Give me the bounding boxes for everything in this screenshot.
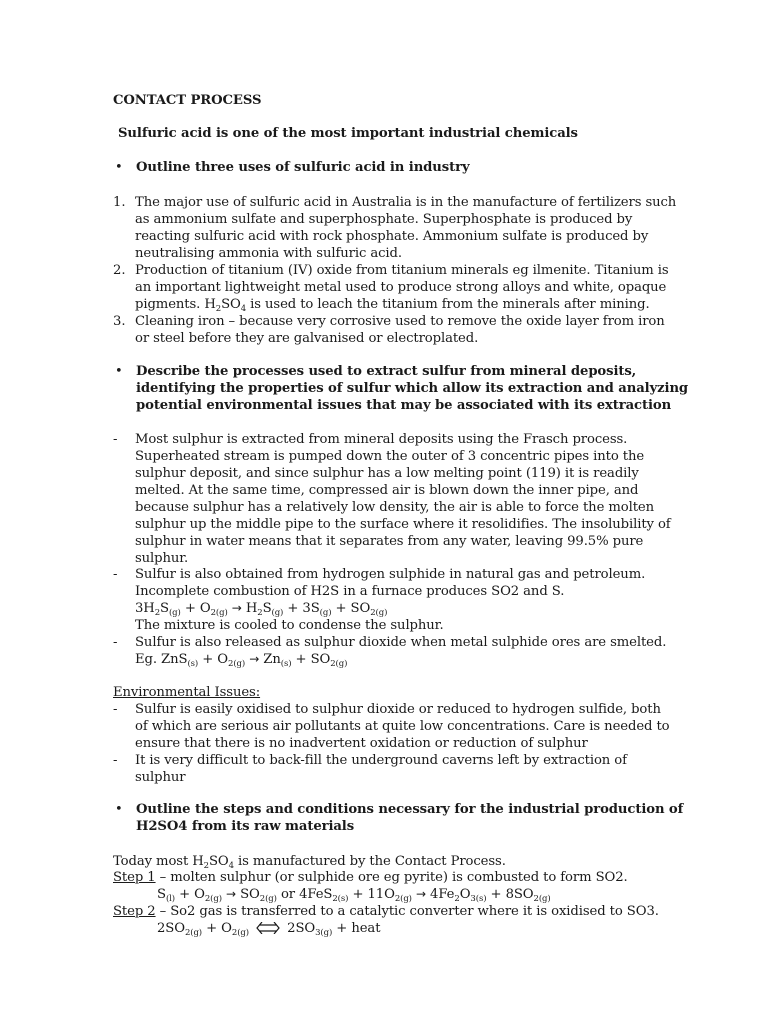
page-title: CONTACT PROCESS [113, 93, 262, 108]
paragraph-line: Most sulphur is extracted from mineral deposits using the Frasch process. [135, 432, 628, 447]
section-heading-production: Outline the steps and conditions necessary for the industrial production of [136, 802, 684, 817]
environmental-issues-heading: Environmental Issues: [113, 685, 261, 700]
paragraph-line: Sulfur is also obtained from hydrogen sulphide in natural gas and petroleum. [135, 567, 646, 582]
section-heading-extraction: potential environmental issues that may be associated with its extraction [136, 398, 672, 413]
dash-marker: - [113, 702, 118, 717]
list-item-line: The major use of sulfuric acid in Australia is in the manufacture of fertilizers such [135, 195, 677, 210]
list-marker: 3. [113, 314, 126, 329]
paragraph-line: Sulfur is also released as sulphur dioxide when metal sulphide ores are smelted. [135, 635, 667, 650]
section-heading-uses: Outline three uses of sulfuric acid in industry [136, 160, 470, 175]
paragraph-line: of which are serious air pollutants at quite low concentrations. Care is needed to [135, 719, 670, 734]
list-item-line: Production of titanium (IV) oxide from titanium minerals eg ilmenite. Titanium is [135, 263, 669, 278]
list-marker: 1. [113, 195, 126, 210]
list-item-line: Cleaning iron – because very corrosive used to remove the oxide layer from iron [135, 314, 665, 329]
section-heading-extraction: identifying the properties of sulfur which allow its extraction and analyzing [136, 381, 689, 396]
step-2-line: Step 2 – So2 gas is transferred to a catalytic converter where it is oxidised to SO3. [113, 904, 659, 919]
list-item-line: reacting sulfuric acid with rock phosphate. Ammonium sulfate is produced by [135, 229, 649, 244]
paragraph-line: sulphur in water means that it separates from any water, leaving 99.5% pure [135, 534, 644, 549]
chemical-equation-h2s: $3H_2S_{(g)} + O_{2(g)} \to H_2S_{(g)} + 3S_{(g)} + SO_{2(g)}$ [135, 601, 388, 618]
list-item-line: as ammonium sulfate and superphosphate. Superphosphate is produced by [135, 212, 633, 227]
section-heading-extraction: Describe the processes used to extract sulfur from mineral deposits, [136, 364, 637, 379]
paragraph-line: The mixture is cooled to condense the sulphur. [135, 618, 444, 633]
list-item-line: or steel before they are galvanised or electroplated. [135, 331, 479, 346]
bullet-marker: • [115, 802, 123, 817]
paragraph-line: melted. At the same time, compressed air is blown down the inner pipe, and [135, 483, 639, 498]
chemical-equation-step1: $S_{(l)} + O_{2(g)} \to SO_{2(g)}$ or $4FeS_{2(s)} + 11O_{2(g)} \to 4Fe_2O_{3(s)} + 8SO_{2(g)}$ [157, 887, 551, 904]
dash-marker: - [113, 635, 118, 650]
paragraph-line: because sulphur has a relatively low density, the air is able to force the molten [135, 500, 655, 515]
step-1-label: Step 1 [113, 870, 156, 885]
bullet-marker: • [115, 364, 123, 379]
list-item-line-formula: pigments. $H_2SO_4$ is used to leach the titanium from the minerals after mining. [135, 297, 650, 314]
paragraph-line: It is very difficult to back-fill the underground caverns left by extraction of [135, 753, 627, 768]
intro-statement: Sulfuric acid is one of the most important industrial chemicals [118, 126, 578, 141]
equilibrium-arrow-icon [255, 922, 281, 934]
dash-marker: - [113, 753, 118, 768]
paragraph-line: sulphur up the middle pipe to the surface where it resolidifies. The insolubility of [135, 517, 671, 532]
paragraph-line: Incomplete combustion of H2S in a furnace produces SO2 and S. [135, 584, 565, 599]
list-marker: 2. [113, 263, 126, 278]
list-item-line: neutralising ammonia with sulfuric acid. [135, 246, 402, 261]
paragraph-line: sulphur. [135, 551, 189, 566]
chemical-equation-zns: Eg. $ZnS_{(s)} + O_{2(g)} \to Zn_{(s)} + SO_{2(g)}$ [135, 652, 348, 669]
step-2-label: Step 2 [113, 904, 156, 919]
dash-marker: - [113, 432, 118, 447]
section-heading-production: H2SO4 from its raw materials [136, 819, 355, 834]
bullet-marker: • [115, 160, 123, 175]
paragraph-line: ensure that there is no inadvertent oxidation or reduction of sulphur [135, 736, 588, 751]
list-item-line: an important lightweight metal used to produce strong alloys and white, opaque [135, 280, 667, 295]
paragraph-line: Sulfur is easily oxidised to sulphur dioxide or reduced to hydrogen sulfide, both [135, 702, 661, 717]
paragraph-line: Superheated stream is pumped down the outer of 3 concentric pipes into the [135, 449, 645, 464]
paragraph-line-contact: Today most $H_2SO_4$ is manufactured by the Contact Process. [113, 854, 506, 871]
paragraph-line: sulphur deposit, and since sulphur has a low melting point (119) it is readily [135, 466, 639, 481]
paragraph-line: sulphur [135, 770, 186, 785]
step-1-line: Step 1 – molten sulphur (or sulphide ore eg pyrite) is combusted to form SO2. [113, 870, 628, 885]
chemical-equation-step2: $2SO_{2(g)} + O_{2(g)}$ $2SO_{3(g)}$ + heat [157, 921, 381, 938]
dash-marker: - [113, 567, 118, 582]
